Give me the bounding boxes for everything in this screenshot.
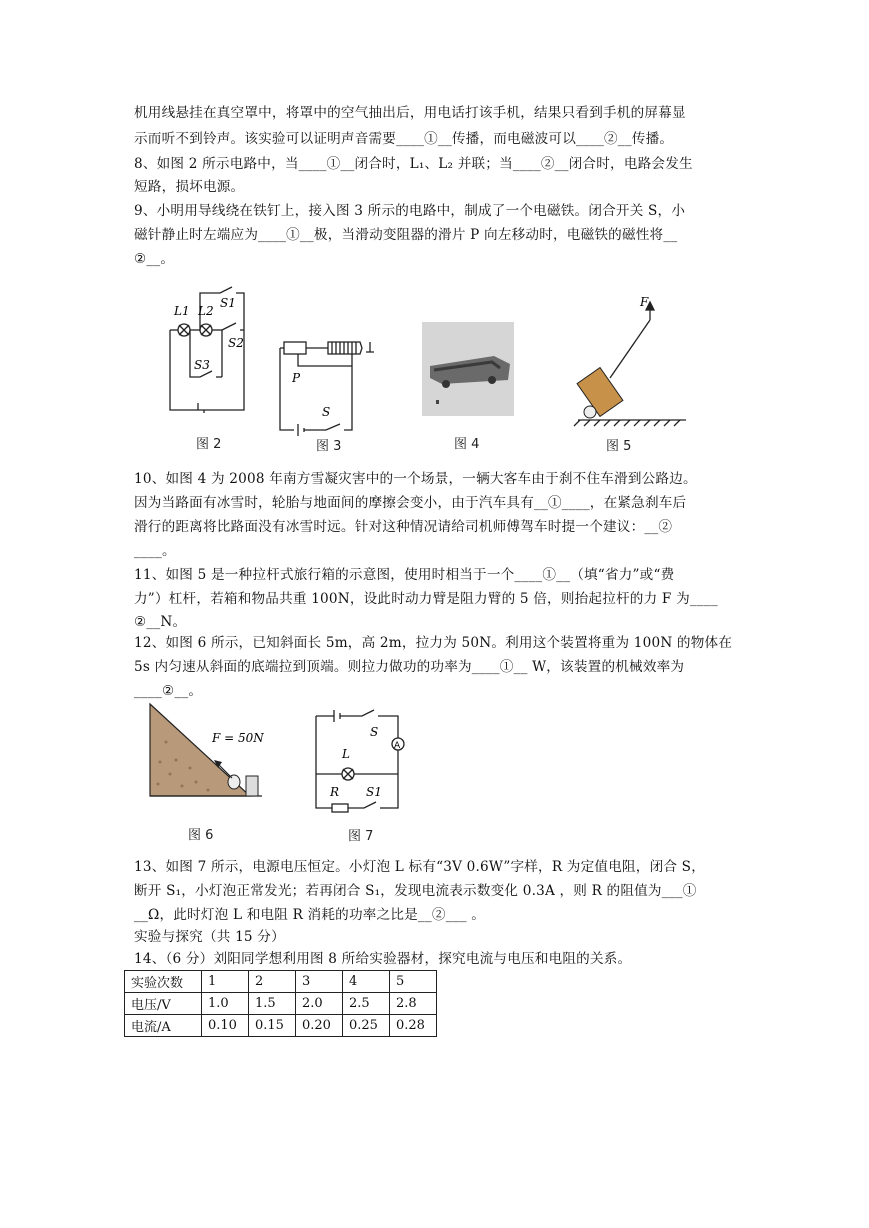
table-cell: 3 <box>296 971 343 993</box>
figure-3-circuit <box>270 320 390 460</box>
text-line: 因为当路面有冰雪时，轮胎与地面间的摩擦会变小，由于汽车具有__①____，在紧急刹车后 <box>134 495 687 511</box>
text-line: ②__。 <box>134 251 175 267</box>
text-line: 滑行的距离将比路面没有冰雪时远。针对这种情况请给司机师傅驾车时提一个建议：__② <box>134 519 673 535</box>
fig2-label-l2: L2 <box>198 304 214 318</box>
text-line: __Ω，此时灯泡 L 和电阻 R 消耗的功率之比是__②___ 。 <box>134 907 486 923</box>
fig7-label-ammeter: A <box>394 741 401 751</box>
figure-7-circuit <box>312 708 412 846</box>
fig7-caption: 图 7 <box>348 829 374 844</box>
table-cell: 0.20 <box>296 1015 343 1037</box>
table-cell: 2.8 <box>390 993 437 1015</box>
table-cell: 1 <box>202 971 249 993</box>
table-row <box>125 1015 437 1037</box>
fig7-label-s: S <box>370 725 379 739</box>
table-cell: 0.25 <box>343 1015 390 1037</box>
text-line: ____。 <box>134 543 176 559</box>
fig3-label-p: P <box>292 371 301 385</box>
table-row <box>125 971 437 993</box>
text-line: 机用线悬挂在真空罩中，将罩中的空气抽出后，用电话打该手机，结果只看到手机的屏幕显 <box>134 105 686 121</box>
table-cell: 1.0 <box>202 993 249 1015</box>
table-cell: 0.15 <box>249 1015 296 1037</box>
table-cell: 2.0 <box>296 993 343 1015</box>
table-row <box>125 993 437 1015</box>
figure-6-incline <box>146 702 266 847</box>
experiment-table <box>124 970 437 1037</box>
table-cell: 实验次数 <box>125 971 202 993</box>
text-line: ____②__。 <box>134 683 203 699</box>
fig2-label-l1: L1 <box>174 304 190 318</box>
table-cell: 0.10 <box>202 1015 249 1037</box>
text-line: 13、如图 7 所示，电源电压恒定。小灯泡 L 标有“3V 0.6W”字样，R 为定值电阻，闭合 S， <box>134 859 705 875</box>
fig3-caption: 图 3 <box>316 439 342 454</box>
fig7-label-l: L <box>342 747 350 761</box>
fig2-label-s3: S3 <box>194 358 210 372</box>
fig3-label-s: S <box>322 405 331 419</box>
fig7-label-s1: S1 <box>366 785 382 799</box>
figure-2-circuit <box>160 285 260 460</box>
fig2-label-s1: S1 <box>220 296 236 310</box>
table-cell: 2 <box>249 971 296 993</box>
text-line: 10、如图 4 为 2008 年南方雪凝灾害中的一个场景，一辆大客车由于刹不住车滑到公路边。 <box>134 471 697 487</box>
text-line: 磁针静止时左端应为____①__极，当滑动变阻器的滑片 P 向左移动时，电磁铁的磁性将__ <box>134 227 678 243</box>
table-cell: 2.5 <box>343 993 390 1015</box>
figure-4-photo <box>422 322 517 458</box>
text-line: 实验与探究（共 15 分） <box>134 929 285 945</box>
text-line: ②__N。 <box>134 614 187 630</box>
fig6-label-f: F = 50N <box>212 731 264 745</box>
text-line: 断开 S₁，小灯泡正常发光；若再闭合 S₁，发现电流表示数变化 0.3A ，则 R 的阻值为___① <box>134 883 697 899</box>
text-line: 力”）杠杆，若箱和物品共重 100N，设此时动力臂是阻力臂的 5 倍，则抬起拉杆的力 F 为____ <box>134 591 718 607</box>
fig2-caption: 图 2 <box>196 437 222 452</box>
text-line: 8、如图 2 所示电路中，当____①__闭合时，L₁、L₂ 并联；当____②__闭合时，电路会发生 <box>134 156 693 172</box>
fig7-label-r: R <box>330 785 340 799</box>
table-cell: 电流/A <box>125 1015 202 1037</box>
fig6-caption: 图 6 <box>188 828 214 843</box>
table-cell: 5 <box>390 971 437 993</box>
text-line: 14、（6 分）刘阳同学想利用图 8 所给实验器材，探究电流与电压和电阻的关系。 <box>134 951 632 967</box>
fig2-label-s2: S2 <box>228 336 244 350</box>
text-line: 示而听不到铃声。该实验可以证明声音需要____①__传播，而电磁波可以____②__传播。 <box>134 131 674 147</box>
table-cell: 0.28 <box>390 1015 437 1037</box>
figure-5-lever <box>568 292 693 460</box>
text-line: 9、小明用导线绕在铁钉上，接入图 3 所示的电路中，制成了一个电磁铁。闭合开关 S，小 <box>134 203 686 219</box>
fig5-caption: 图 5 <box>606 439 632 454</box>
table-cell: 电压/V <box>125 993 202 1015</box>
table-cell: 1.5 <box>249 993 296 1015</box>
text-line: 12、如图 6 所示，已知斜面长 5m，高 2m，拉力为 50N。利用这个装置将重为 100N 的物体在 <box>134 635 733 651</box>
fig5-label-f: F <box>640 295 649 309</box>
text-line: 11、如图 5 是一种拉杆式旅行箱的示意图，使用时相当于一个____①__（填“省力”或“费 <box>134 567 675 583</box>
table-cell: 4 <box>343 971 390 993</box>
text-line: 短路，损坏电源。 <box>134 179 245 195</box>
fig4-caption: 图 4 <box>454 437 480 452</box>
text-line: 5s 内匀速从斜面的底端拉到顶端。则拉力做功的功率为____①__ W，该装置的机械效率为 <box>134 659 685 675</box>
